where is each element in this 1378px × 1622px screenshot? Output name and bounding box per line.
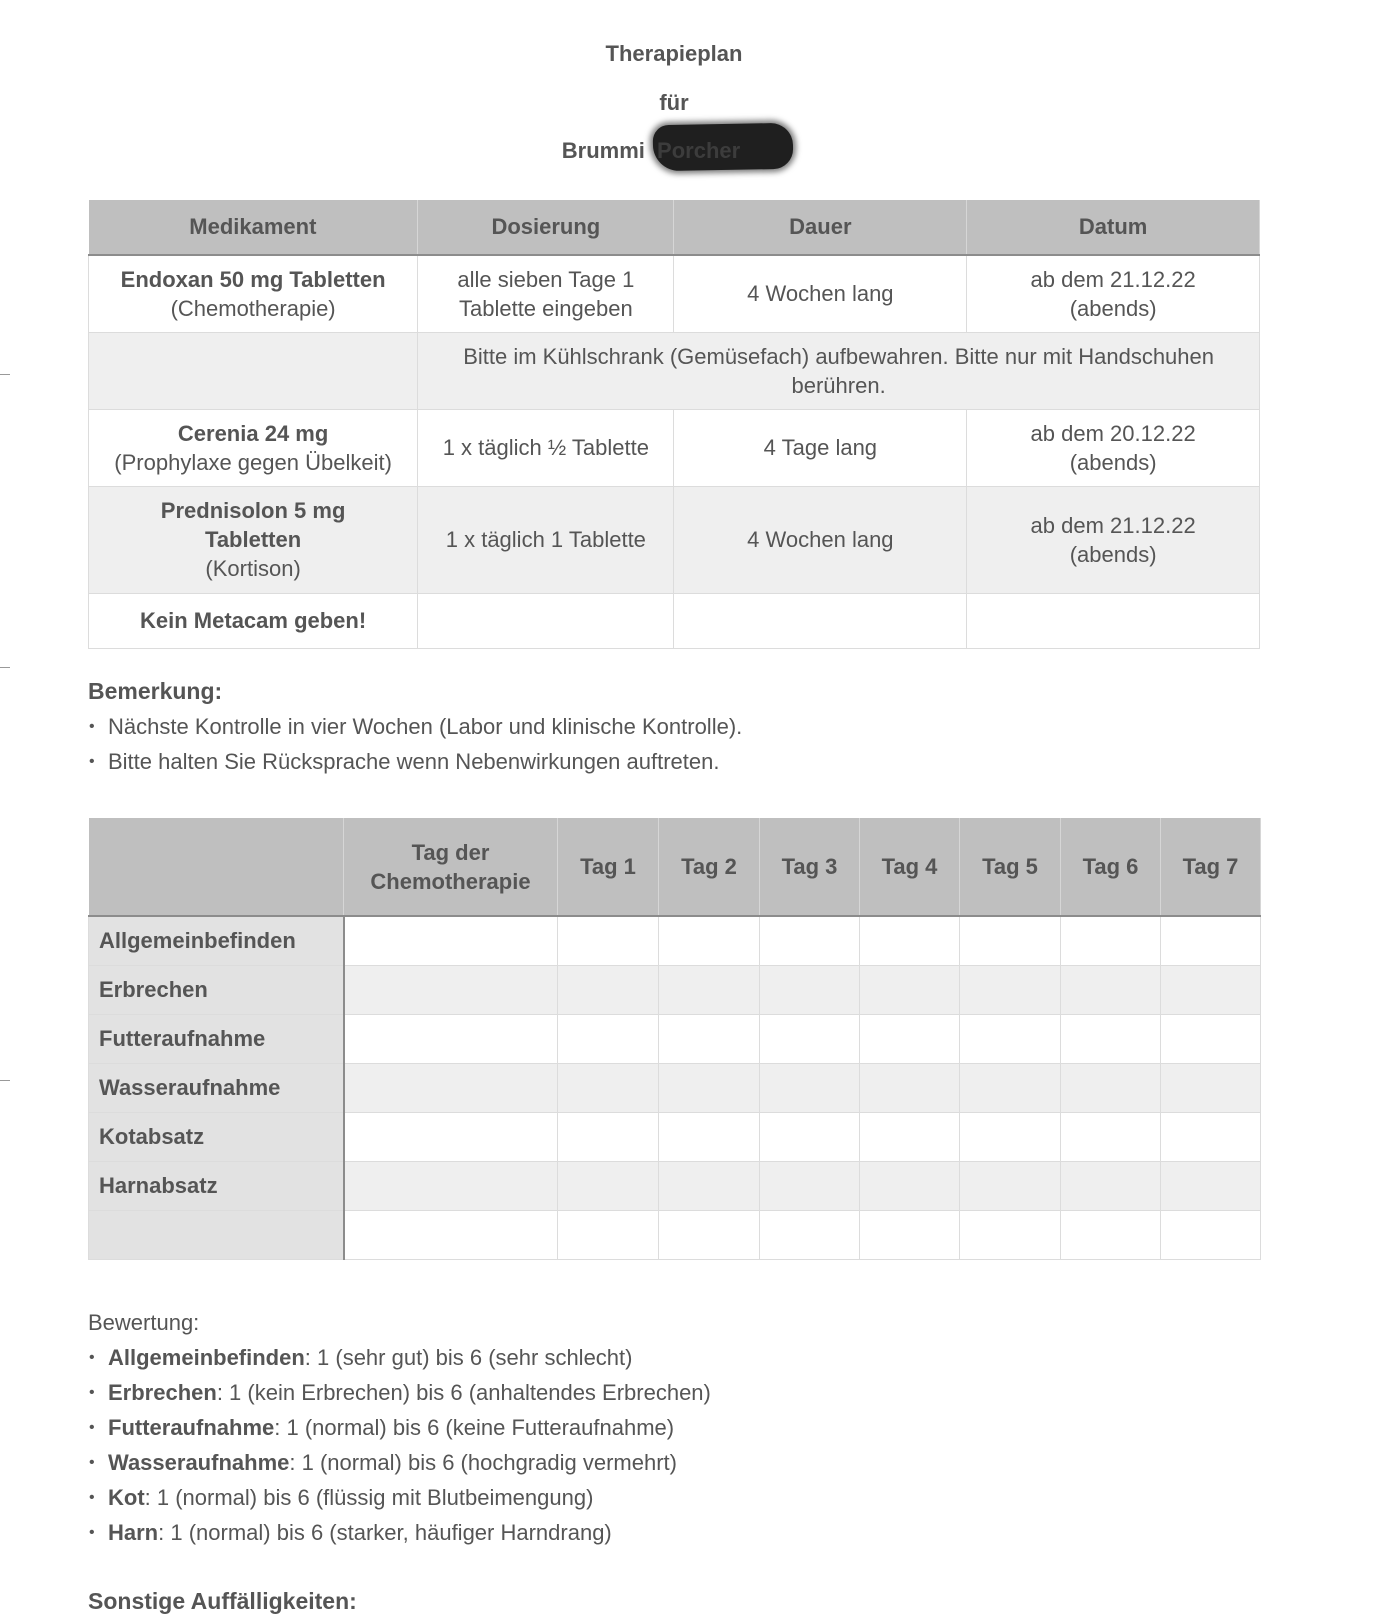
dosage-cell: alle sieben Tage 1 Tablette eingeben bbox=[418, 255, 674, 332]
entry-cell[interactable] bbox=[659, 1211, 760, 1260]
entry-cell[interactable] bbox=[860, 916, 960, 966]
duration-cell: 4 Wochen lang bbox=[674, 486, 967, 593]
monitoring-table bbox=[88, 818, 1261, 1260]
monitoring-row bbox=[89, 966, 1261, 1015]
row-label: Kotabsatz bbox=[89, 1113, 344, 1162]
entry-cell[interactable] bbox=[558, 1015, 659, 1064]
column-header: Tag 6 bbox=[1061, 818, 1161, 916]
entry-cell[interactable] bbox=[659, 1015, 760, 1064]
rating-description: : 1 (normal) bis 6 (starker, häufiger Harndrang) bbox=[158, 1520, 612, 1545]
date-value: ab dem 20.12.22 bbox=[1030, 420, 1196, 446]
patient-first-name: Brummi bbox=[561, 138, 645, 163]
entry-cell[interactable] bbox=[860, 1211, 960, 1260]
monitoring-row bbox=[89, 916, 1261, 966]
row-label: Futteraufnahme bbox=[89, 1015, 344, 1064]
entry-cell[interactable] bbox=[1061, 1211, 1161, 1260]
entry-cell[interactable] bbox=[960, 916, 1061, 966]
row-label bbox=[89, 1211, 344, 1260]
column-header: Dosierung bbox=[418, 200, 674, 255]
entry-cell[interactable] bbox=[760, 1162, 860, 1211]
medication-table bbox=[88, 200, 1260, 649]
monitoring-row bbox=[89, 1162, 1261, 1211]
drug-name: Cerenia 24 mg bbox=[177, 420, 329, 446]
entry-cell[interactable] bbox=[558, 1064, 659, 1113]
rating-term: Harn bbox=[108, 1520, 159, 1545]
entry-cell[interactable] bbox=[960, 1211, 1061, 1260]
medication-cell bbox=[89, 409, 418, 486]
row-label: Wasseraufnahme bbox=[89, 1064, 344, 1113]
entry-cell[interactable] bbox=[960, 1113, 1061, 1162]
rating-term: Kot bbox=[108, 1485, 145, 1510]
duration-cell: 4 Tage lang bbox=[674, 409, 967, 486]
entry-cell[interactable] bbox=[344, 1162, 558, 1211]
remarks-section bbox=[88, 678, 742, 779]
rating-item bbox=[88, 1445, 711, 1480]
drug-note: (Prophylaxe gegen Übelkeit) bbox=[114, 449, 392, 475]
title-for: für bbox=[659, 90, 689, 115]
entry-cell[interactable] bbox=[760, 1015, 860, 1064]
rating-description: : 1 (normal) bis 6 (keine Futteraufnahme) bbox=[274, 1415, 675, 1440]
medication-row-prednisolon bbox=[89, 486, 1260, 593]
entry-cell[interactable] bbox=[659, 916, 760, 966]
entry-cell[interactable] bbox=[344, 1211, 558, 1260]
entry-cell[interactable] bbox=[1061, 1162, 1161, 1211]
medication-cell bbox=[89, 255, 418, 332]
date-cell bbox=[967, 486, 1260, 593]
column-header: Tag 1 bbox=[558, 818, 659, 916]
remark-item: • Nächste Kontrolle in vier Wochen (Labor und klinische Kontrolle). bbox=[88, 709, 742, 744]
rating-item bbox=[88, 1480, 711, 1515]
patient-name bbox=[0, 138, 1348, 164]
medication-row-cerenia bbox=[89, 409, 1260, 486]
dosage-cell: 1 x täglich ½ Tablette bbox=[418, 409, 674, 486]
date-value: ab dem 21.12.22 bbox=[1030, 266, 1196, 292]
empty-cell bbox=[418, 593, 674, 648]
entry-cell[interactable] bbox=[659, 966, 760, 1015]
date-note: (abends) bbox=[1069, 541, 1157, 567]
date-value: ab dem 21.12.22 bbox=[1030, 512, 1196, 538]
entry-cell[interactable] bbox=[1061, 1064, 1161, 1113]
entry-cell[interactable] bbox=[659, 1064, 760, 1113]
rating-description: : 1 (normal) bis 6 (hochgradig vermehrt) bbox=[289, 1450, 677, 1475]
column-header: Tag 4 bbox=[860, 818, 960, 916]
rating-list bbox=[88, 1340, 711, 1550]
date-note: (abends) bbox=[1069, 295, 1157, 321]
entry-cell[interactable] bbox=[760, 916, 860, 966]
entry-cell[interactable] bbox=[1061, 916, 1161, 966]
redacted-last-name bbox=[653, 138, 786, 164]
entry-cell[interactable] bbox=[760, 1113, 860, 1162]
rating-description: : 1 (normal) bis 6 (flüssig mit Blutbeimengung) bbox=[144, 1485, 594, 1510]
drug-note: (Chemotherapie) bbox=[170, 295, 336, 321]
instruction-row bbox=[89, 332, 1260, 409]
rating-term: Futteraufnahme bbox=[108, 1415, 275, 1440]
medication-header-row bbox=[89, 200, 1260, 255]
rating-item bbox=[88, 1410, 711, 1445]
entry-cell[interactable] bbox=[558, 1113, 659, 1162]
margin-mark bbox=[0, 667, 10, 668]
entry-cell[interactable] bbox=[760, 1064, 860, 1113]
entry-cell[interactable] bbox=[1161, 1064, 1261, 1113]
rating-term: Wasseraufnahme bbox=[108, 1450, 290, 1475]
entry-cell[interactable] bbox=[558, 966, 659, 1015]
entry-cell[interactable] bbox=[860, 1162, 960, 1211]
entry-cell[interactable] bbox=[960, 1015, 1061, 1064]
row-label: Erbrechen bbox=[89, 966, 344, 1015]
entry-cell[interactable] bbox=[558, 1211, 659, 1260]
row-label: Harnabsatz bbox=[89, 1162, 344, 1211]
metacam-warning: Kein Metacam geben! bbox=[89, 593, 418, 648]
monitoring-body bbox=[89, 916, 1261, 1260]
entry-cell[interactable] bbox=[1161, 1211, 1261, 1260]
medication-row-endoxan bbox=[89, 255, 1260, 332]
entry-cell[interactable] bbox=[1061, 1113, 1161, 1162]
entry-cell[interactable] bbox=[344, 966, 558, 1015]
empty-cell bbox=[674, 593, 967, 648]
remarks-heading: Bemerkung: bbox=[88, 678, 223, 704]
entry-cell[interactable] bbox=[344, 1015, 558, 1064]
entry-cell[interactable] bbox=[960, 1162, 1061, 1211]
monitoring-row bbox=[89, 1113, 1261, 1162]
date-note: (abends) bbox=[1069, 449, 1157, 475]
other-findings-heading: Sonstige Auffälligkeiten: bbox=[88, 1588, 357, 1614]
dosage-cell: 1 x täglich 1 Tablette bbox=[418, 486, 674, 593]
entry-cell[interactable] bbox=[960, 966, 1061, 1015]
drug-name: Prednisolon 5 mg Tabletten bbox=[160, 498, 346, 552]
date-cell bbox=[967, 409, 1260, 486]
entry-cell[interactable] bbox=[344, 1113, 558, 1162]
entry-cell[interactable] bbox=[1061, 1015, 1161, 1064]
date-cell bbox=[967, 255, 1260, 332]
entry-cell[interactable] bbox=[1161, 1162, 1261, 1211]
drug-name: Endoxan 50 mg Tabletten bbox=[120, 266, 386, 292]
column-header: Datum bbox=[967, 200, 1260, 255]
column-header: Tag 3 bbox=[760, 818, 860, 916]
rating-item bbox=[88, 1515, 711, 1550]
entry-cell[interactable] bbox=[344, 916, 558, 966]
rating-heading: Bewertung: bbox=[88, 1310, 200, 1335]
patient-last-name: Porcher bbox=[657, 138, 741, 163]
empty-cell bbox=[89, 332, 418, 409]
column-header: Tag 2 bbox=[659, 818, 760, 916]
entry-cell[interactable] bbox=[760, 1211, 860, 1260]
entry-cell[interactable] bbox=[860, 1064, 960, 1113]
entry-cell[interactable] bbox=[1161, 1015, 1261, 1064]
entry-cell[interactable] bbox=[659, 1162, 760, 1211]
entry-cell[interactable] bbox=[760, 966, 860, 1015]
margin-mark bbox=[0, 374, 10, 375]
rating-term: Erbrechen bbox=[108, 1380, 217, 1405]
margin-mark bbox=[0, 1080, 10, 1081]
monitoring-row bbox=[89, 1211, 1261, 1260]
row-label: Allgemeinbefinden bbox=[89, 916, 344, 966]
column-header: Medikament bbox=[89, 200, 418, 255]
column-header: Dauer bbox=[674, 200, 967, 255]
duration-cell: 4 Wochen lang bbox=[674, 255, 967, 332]
entry-cell[interactable] bbox=[558, 1162, 659, 1211]
entry-cell[interactable] bbox=[659, 1113, 760, 1162]
entry-cell[interactable] bbox=[860, 1015, 960, 1064]
monitoring-row bbox=[89, 1064, 1261, 1113]
column-header: Tag der Chemotherapie bbox=[344, 818, 558, 916]
rating-term: Allgemeinbefinden bbox=[108, 1345, 305, 1370]
column-header bbox=[89, 818, 344, 916]
entry-cell[interactable] bbox=[960, 1064, 1061, 1113]
entry-cell[interactable] bbox=[1161, 1113, 1261, 1162]
storage-instruction: Bitte im Kühlschrank (Gemüsefach) aufbewahren. Bitte nur mit Handschuhen berühren. bbox=[418, 332, 1260, 409]
drug-note: (Kortison) bbox=[205, 556, 301, 581]
empty-cell bbox=[967, 593, 1260, 648]
rating-item bbox=[88, 1340, 711, 1375]
remarks-list bbox=[88, 709, 742, 779]
entry-cell[interactable] bbox=[558, 916, 659, 966]
rating-item bbox=[88, 1375, 711, 1410]
column-header: Tag 5 bbox=[960, 818, 1061, 916]
entry-cell[interactable] bbox=[1061, 966, 1161, 1015]
document-title: Therapieplan bbox=[605, 41, 743, 66]
remark-item: • Bitte halten Sie Rücksprache wenn Nebenwirkungen auftreten. bbox=[88, 744, 742, 779]
rating-description: : 1 (kein Erbrechen) bis 6 (anhaltendes Erbrechen) bbox=[216, 1380, 711, 1405]
entry-cell[interactable] bbox=[860, 1113, 960, 1162]
column-header: Tag 7 bbox=[1161, 818, 1261, 916]
rating-description: : 1 (sehr gut) bis 6 (sehr schlecht) bbox=[304, 1345, 633, 1370]
monitoring-header-row bbox=[89, 818, 1261, 916]
rating-section bbox=[88, 1308, 711, 1550]
monitoring-row bbox=[89, 1015, 1261, 1064]
entry-cell[interactable] bbox=[1161, 966, 1261, 1015]
medication-cell bbox=[89, 486, 418, 593]
entry-cell[interactable] bbox=[344, 1064, 558, 1113]
entry-cell[interactable] bbox=[1161, 916, 1261, 966]
entry-cell[interactable] bbox=[860, 966, 960, 1015]
medication-row-warning bbox=[89, 593, 1260, 648]
